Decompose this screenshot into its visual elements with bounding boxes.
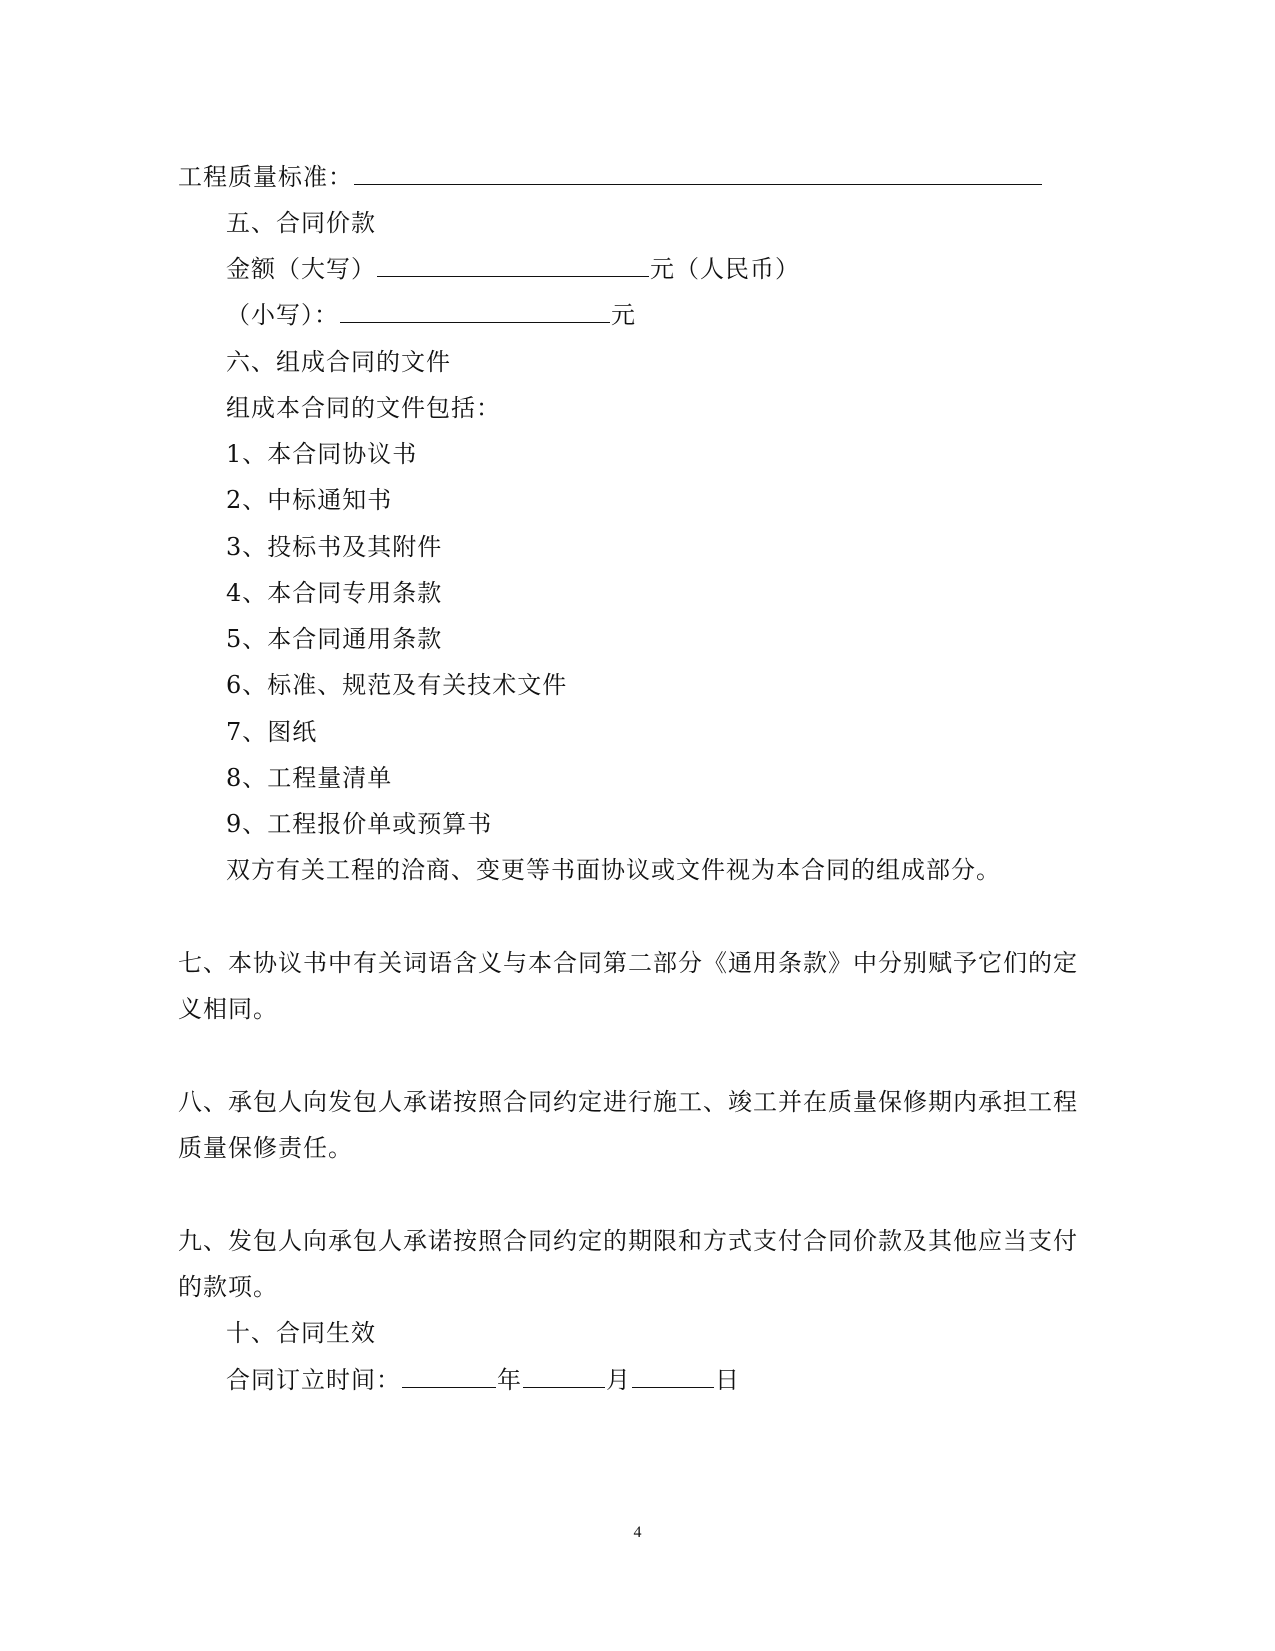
sign-date-line	[226, 1365, 740, 1395]
amount-upper-blank	[377, 256, 649, 277]
section-7-line-2: 义相同。	[178, 995, 278, 1023]
amount-upper-unit: 元（人民币）	[650, 255, 800, 283]
amount-lower-unit: 元	[611, 301, 636, 329]
list-item: 5、本合同通用条款	[226, 625, 443, 653]
section-7-line-1: 七、本协议书中有关词语含义与本合同第二部分《通用条款》中分别赋予它们的定	[178, 949, 1078, 977]
month-blank	[523, 1367, 605, 1388]
quality-standard-blank	[354, 164, 1042, 185]
section-5-title: 五、合同价款	[226, 209, 376, 237]
section-6-title: 六、组成合同的文件	[226, 348, 451, 376]
quality-standard-label: 工程质量标准：	[178, 163, 353, 191]
amount-upper-line	[226, 254, 800, 284]
day-label: 日	[715, 1366, 740, 1394]
section-8-line-2: 质量保修责任。	[178, 1134, 353, 1162]
list-item: 6、标准、规范及有关技术文件	[226, 671, 568, 699]
list-item: 3、投标书及其附件	[226, 533, 443, 561]
month-label: 月	[606, 1366, 631, 1394]
amount-upper-label: 金额（大写）	[226, 255, 376, 283]
day-blank	[632, 1367, 714, 1388]
list-item: 7、图纸	[226, 718, 318, 746]
section-9-line-1: 九、发包人向承包人承诺按照合同约定的期限和方式支付合同价款及其他应当支付	[178, 1227, 1078, 1255]
list-item: 1、本合同协议书	[226, 440, 418, 468]
page-number: 4	[633, 1524, 642, 1541]
section-10-title: 十、合同生效	[226, 1319, 376, 1347]
quality-standard-line	[178, 162, 1043, 192]
section-8-line-1: 八、承包人向发包人承诺按照合同约定进行施工、竣工并在质量保修期内承担工程	[178, 1088, 1078, 1116]
year-label: 年	[497, 1366, 522, 1394]
year-blank	[402, 1367, 496, 1388]
section-6-note: 双方有关工程的洽商、变更等书面协议或文件视为本合同的组成部分。	[226, 856, 1001, 884]
section-6-intro: 组成本合同的文件包括：	[226, 394, 501, 422]
amount-lower-label: （小写）：	[226, 301, 339, 329]
amount-lower-blank	[340, 302, 610, 323]
sign-date-label: 合同订立时间：	[226, 1366, 401, 1394]
list-item: 9、工程报价单或预算书	[226, 810, 493, 838]
amount-lower-line	[226, 300, 636, 330]
list-item: 4、本合同专用条款	[226, 579, 443, 607]
section-9-line-2: 的款项。	[178, 1273, 278, 1301]
list-item: 2、中标通知书	[226, 486, 393, 514]
list-item: 8、工程量清单	[226, 764, 393, 792]
